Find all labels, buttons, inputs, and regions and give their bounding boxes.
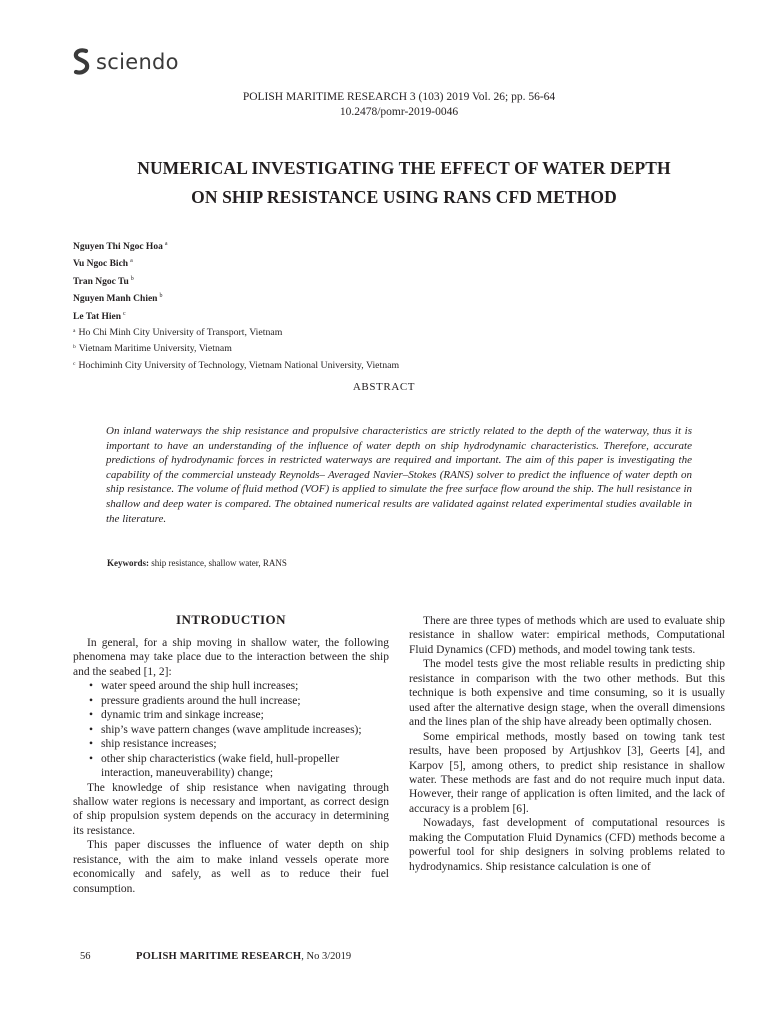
author: Nguyen Manh Chien $^b$ bbox=[73, 293, 163, 305]
right-column bbox=[409, 614, 725, 874]
paragraph: The model tests give the most reliable results in predicting ship resistance in comparison with the two other methods. But this technique is both expensive and time consuming, so it is usually used after the alternative design stage, when the overall dimensions and the lines plan of the ship have already been optimally chosen. bbox=[409, 658, 725, 729]
list-item: • ship’s wave pattern changes (wave amplitude increases); bbox=[73, 723, 389, 737]
sciendo-logo-icon bbox=[72, 48, 92, 76]
sciendo-logo bbox=[72, 48, 179, 76]
affiliation: $^a$ Ho Chi Minh City University of Transport, Vietnam bbox=[73, 327, 283, 339]
paper-title bbox=[60, 154, 748, 212]
paragraph: This paper discusses the influence of water depth on ship resistance, with the aim to make inland vessels operate more economically and safely, as well as to reduce their fuel consumption. bbox=[73, 839, 389, 895]
list-item: • other ship characteristics (wake field, hull-propeller interaction, maneuverability) change; bbox=[73, 752, 389, 781]
keywords-text: ship resistance, shallow water, RANS bbox=[151, 558, 287, 568]
author: Le Tat Hien $^c$ bbox=[73, 310, 126, 322]
abstract-heading: ABSTRACT bbox=[352, 381, 416, 393]
footer-journal: POLISH MARITIME RESEARCH, No 3/2019 bbox=[136, 951, 352, 962]
list-item: • ship resistance increases; bbox=[73, 737, 389, 751]
author: Vu Ngoc Bich $^a$ bbox=[73, 258, 133, 270]
paragraph: Some empirical methods, mostly based on towing tank test results, have been proposed by Artjushkov [3], Geerts [4], and Karpov [5], among others, to predict ship resistance in shallow water. These methods are fast and do not require much input data. However, their range of application is often limited, and the lack of accuracy is a problem [6]. bbox=[409, 730, 725, 815]
journal-header bbox=[0, 90, 768, 120]
paragraph: There are three types of methods which are used to evaluate ship resistance in shallow water: empirical methods, Computational Fluid Dynamics (CFD) methods, and model towing tank tests. bbox=[409, 615, 725, 656]
list-item: • water speed around the ship hull increases; bbox=[73, 679, 389, 693]
author-block bbox=[73, 237, 399, 373]
title-line-1: NUMERICAL INVESTIGATING THE EFFECT OF WATER DEPTH bbox=[137, 158, 671, 178]
journal-citation: POLISH MARITIME RESEARCH 3 (103) 2019 Vol. 26; pp. 56-64 bbox=[242, 91, 556, 103]
list-item: • dynamic trim and sinkage increase; bbox=[73, 708, 389, 722]
left-column bbox=[73, 636, 389, 896]
keywords-label: Keywords: bbox=[107, 558, 149, 568]
logo-text: sciendo bbox=[96, 50, 179, 74]
affiliation: $^b$ Vietnam Maritime University, Vietnam bbox=[73, 343, 232, 355]
paragraph: In general, for a ship moving in shallow water, the following phenomena may take place due to the interaction between the ship and the seabed [1, 2]: bbox=[73, 637, 389, 678]
author: Tran Ngoc Tu $^b$ bbox=[73, 275, 134, 287]
abstract-text: On inland waterways the ship resistance and propulsive characteristics are strictly related to the depth of the waterway, thus it is important to have an understanding of the influence of water depth on ship hydrodynamic characteristics. Therefore, accurate predictions of hydrodynamic forces in restricted waterways are required and important. The aim of this paper is investigating the capability of the commercial unsteady Reynolds– Averaged Navier–Stokes (RANS) solver to predict the influence of water depth on ship resistance. The volume of fluid method (VOF) is applied to simulate the free surface flow around the ship. The hull resistance in shallow and deep water is compared. The obtained numerical results are validated against related experimental studies available in the literature. bbox=[106, 425, 692, 525]
phenomena-list bbox=[73, 679, 389, 780]
journal-doi: 10.2478/pomr-2019-0046 bbox=[339, 106, 459, 118]
list-item: • pressure gradients around the hull increase; bbox=[73, 694, 389, 708]
page-number: 56 bbox=[80, 951, 91, 962]
paragraph: The knowledge of ship resistance when navigating through shallow water regions is necessary and important, as correct design of ship propulsion system depends on the accuracy in determining its resistance. bbox=[73, 781, 389, 837]
page-footer bbox=[80, 951, 351, 962]
author: Nguyen Thi Ngoc Hoa $^a$ bbox=[73, 241, 168, 252]
title-line-2: ON SHIP RESISTANCE USING RANS CFD METHOD bbox=[191, 187, 617, 207]
affiliation: $^c$ Hochiminh City University of Technology, Vietnam National University, Vietnam bbox=[73, 359, 400, 371]
paragraph: Nowadays, fast development of computational resources is making the Computation Fluid Dynamics (CFD) methods become a powerful tool for ship designers in solving problems related to hydrodynamics. Ship resistance calculation is one of bbox=[409, 817, 725, 873]
keywords bbox=[107, 558, 287, 568]
introduction-heading: INTRODUCTION bbox=[175, 612, 286, 627]
